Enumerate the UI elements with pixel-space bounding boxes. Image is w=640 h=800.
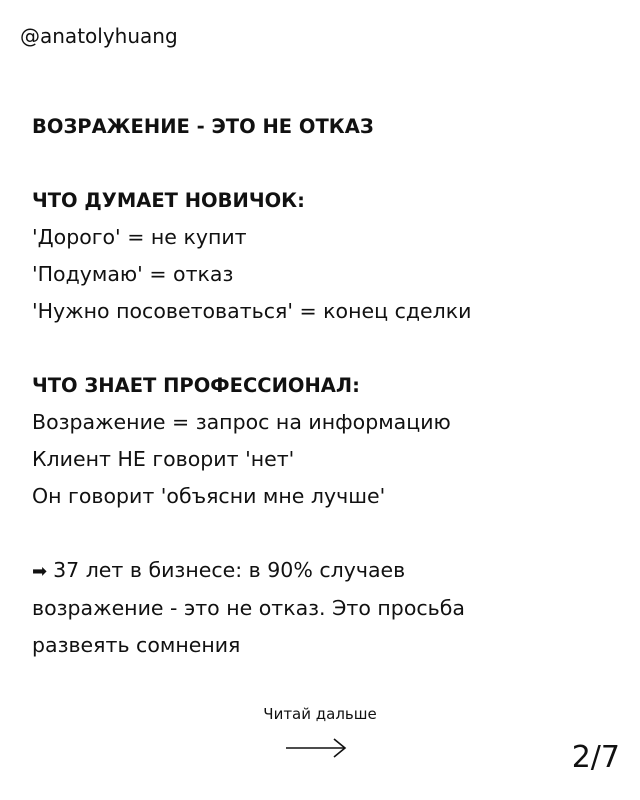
spacer: [32, 515, 612, 552]
read-more-label[interactable]: Читай дальше: [263, 705, 377, 723]
insight-text: 37 лет в бизнесе: в 90% случаев: [53, 558, 406, 582]
pro-heading: ЧТО ЗНАЕТ ПРОФЕССИОНАЛ:: [32, 374, 360, 397]
pro-line: Клиент НЕ говорит 'нет': [32, 447, 295, 471]
author-handle: @anatolyhuang: [20, 24, 178, 48]
newbie-line: 'Дорого' = не купит: [32, 225, 247, 249]
insight-line: развеять сомнения: [32, 633, 241, 657]
pro-line: Возражение = запрос на информацию: [32, 410, 451, 434]
insight-line: возражение - это не отказ. Это просьба: [32, 596, 465, 620]
slide-title: ВОЗРАЖЕНИЕ - ЭТО НЕ ОТКАЗ: [32, 115, 374, 138]
newbie-line: 'Подумаю' = отказ: [32, 262, 234, 286]
page-number: 2/7: [571, 740, 620, 775]
slide-content: [32, 108, 612, 664]
insight-line: [32, 552, 612, 590]
right-arrow-icon: ➡: [32, 561, 48, 582]
long-right-arrow-icon[interactable]: [284, 736, 348, 760]
pro-line: Он говорит 'объясни мне лучше': [32, 484, 386, 508]
newbie-heading: ЧТО ДУМАЕТ НОВИЧОК:: [32, 189, 305, 212]
newbie-line: 'Нужно посоветоваться' = конец сделки: [32, 299, 472, 323]
spacer: [32, 330, 612, 367]
spacer: [32, 145, 612, 182]
